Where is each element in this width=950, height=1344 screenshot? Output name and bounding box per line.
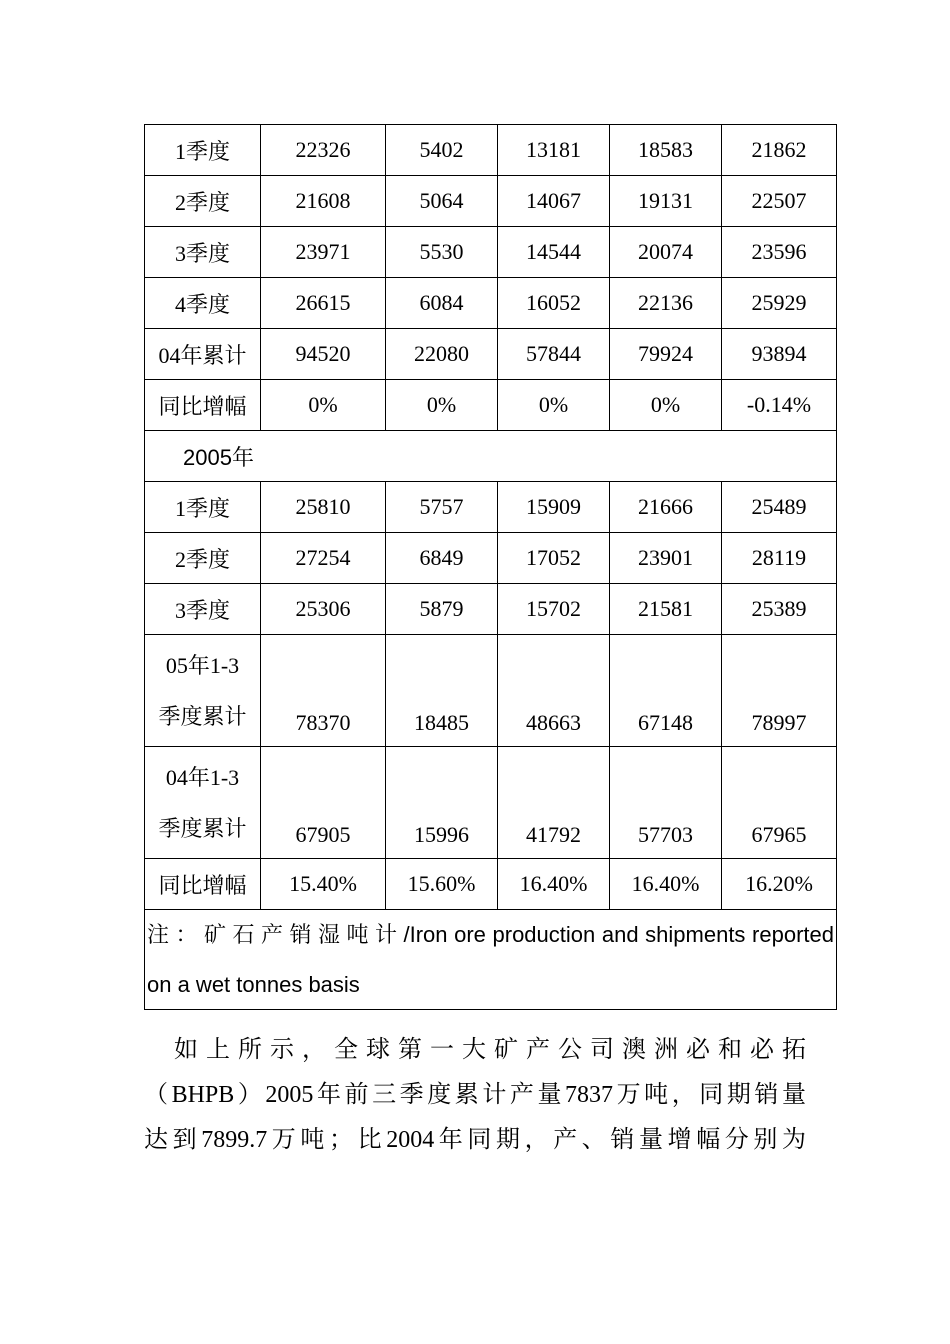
table-cell: 16.20% [722, 859, 837, 910]
table-cell: 5879 [386, 584, 498, 635]
table-cell: 41792 [498, 747, 610, 859]
table-row-cum-2004 [145, 747, 837, 859]
row-label: 同比增幅 [145, 380, 261, 431]
table-cell: 22080 [386, 329, 498, 380]
table-cell: 79924 [610, 329, 722, 380]
table-row [145, 482, 837, 533]
table-cell: 57844 [498, 329, 610, 380]
table-cell: 16052 [498, 278, 610, 329]
table-cell: 25489 [722, 482, 837, 533]
paragraph-line: 达到7899.7万吨；比2004年同期，产、销量增幅分别为 [144, 1127, 806, 1153]
paragraph-line: 如上所示，全球第一大矿产公司澳洲必和必拓 [174, 1037, 806, 1063]
table-cell: 15702 [498, 584, 610, 635]
table-row [145, 584, 837, 635]
table-cell: 19131 [610, 176, 722, 227]
table-note [145, 910, 837, 1010]
row-label-line2: 季度累计 [158, 815, 247, 841]
table-cell: 15.40% [261, 859, 386, 910]
table-cell: 78997 [722, 635, 837, 747]
row-label: 04年累计 [145, 329, 261, 380]
table-cell: 0% [261, 380, 386, 431]
table-cell: 0% [610, 380, 722, 431]
table-cell: 15996 [386, 747, 498, 859]
table-cell: -0.14% [722, 380, 837, 431]
table-row [145, 227, 837, 278]
table-row [145, 278, 837, 329]
row-label-line1: 04年1-3 [165, 764, 240, 790]
table-cell: 16.40% [610, 859, 722, 910]
table-cell: 22326 [261, 125, 386, 176]
table-cell: 22507 [722, 176, 837, 227]
table-cell: 20074 [610, 227, 722, 278]
table-cell: 6849 [386, 533, 498, 584]
production-table [144, 124, 837, 1010]
table-cell: 16.40% [498, 859, 610, 910]
table-cell: 25929 [722, 278, 837, 329]
table-cell: 17052 [498, 533, 610, 584]
table-cell: 48663 [498, 635, 610, 747]
table-cell: 5402 [386, 125, 498, 176]
note-english: /Iron ore production and shipments reported on a wet tonnes basis [147, 922, 834, 997]
table-row [145, 125, 837, 176]
table-cell: 67905 [261, 747, 386, 859]
row-label: 4季度 [145, 278, 261, 329]
row-label: 1季度 [145, 482, 261, 533]
table-cell: 25389 [722, 584, 837, 635]
table-cell: 93894 [722, 329, 837, 380]
table-cell: 67148 [610, 635, 722, 747]
row-label: 3季度 [145, 227, 261, 278]
row-label: 3季度 [145, 584, 261, 635]
body-paragraph [144, 1028, 806, 1163]
table-cell: 78370 [261, 635, 386, 747]
table-cell: 23971 [261, 227, 386, 278]
table-cell: 5530 [386, 227, 498, 278]
table-cell: 26615 [261, 278, 386, 329]
row-label [145, 747, 261, 859]
table-cell: 5064 [386, 176, 498, 227]
table-cell: 25306 [261, 584, 386, 635]
table-cell: 25810 [261, 482, 386, 533]
table-cell: 23901 [610, 533, 722, 584]
table-cell: 21862 [722, 125, 837, 176]
table-row-cum-2005 [145, 635, 837, 747]
row-label: 2季度 [145, 176, 261, 227]
table-cell: 18485 [386, 635, 498, 747]
table-cell: 23596 [722, 227, 837, 278]
table-cell: 21608 [261, 176, 386, 227]
table-cell: 14067 [498, 176, 610, 227]
table-cell: 27254 [261, 533, 386, 584]
table-cell: 0% [386, 380, 498, 431]
paragraph-line: （BHPB）2005年前三季度累计产量7837万吨，同期销量 [144, 1082, 806, 1108]
table-cell: 6084 [386, 278, 498, 329]
table-cell: 94520 [261, 329, 386, 380]
table-cell: 14544 [498, 227, 610, 278]
table-cell: 0% [498, 380, 610, 431]
row-label-line1: 05年1-3 [165, 652, 240, 678]
table-row [145, 380, 837, 431]
table-cell: 18583 [610, 125, 722, 176]
table-cell: 57703 [610, 747, 722, 859]
table-cell: 28119 [722, 533, 837, 584]
table-row [145, 176, 837, 227]
row-label [145, 635, 261, 747]
table-row-note [145, 910, 837, 1010]
note-chinese: 注：矿石产销湿吨计 [147, 923, 404, 948]
table-cell: 13181 [498, 125, 610, 176]
table-row [145, 533, 837, 584]
row-label: 2季度 [145, 533, 261, 584]
table-cell: 67965 [722, 747, 837, 859]
table-row-growth-2005 [145, 859, 837, 910]
table-cell: 21581 [610, 584, 722, 635]
table-row [145, 329, 837, 380]
table-cell: 22136 [610, 278, 722, 329]
row-label-line2: 季度累计 [158, 703, 247, 729]
table-cell: 15909 [498, 482, 610, 533]
section-title: 2005年 [145, 431, 837, 482]
row-label: 同比增幅 [145, 859, 261, 910]
table-cell: 21666 [610, 482, 722, 533]
section-row-2005 [145, 431, 837, 482]
row-label: 1季度 [145, 125, 261, 176]
table-cell: 5757 [386, 482, 498, 533]
table-cell: 15.60% [386, 859, 498, 910]
